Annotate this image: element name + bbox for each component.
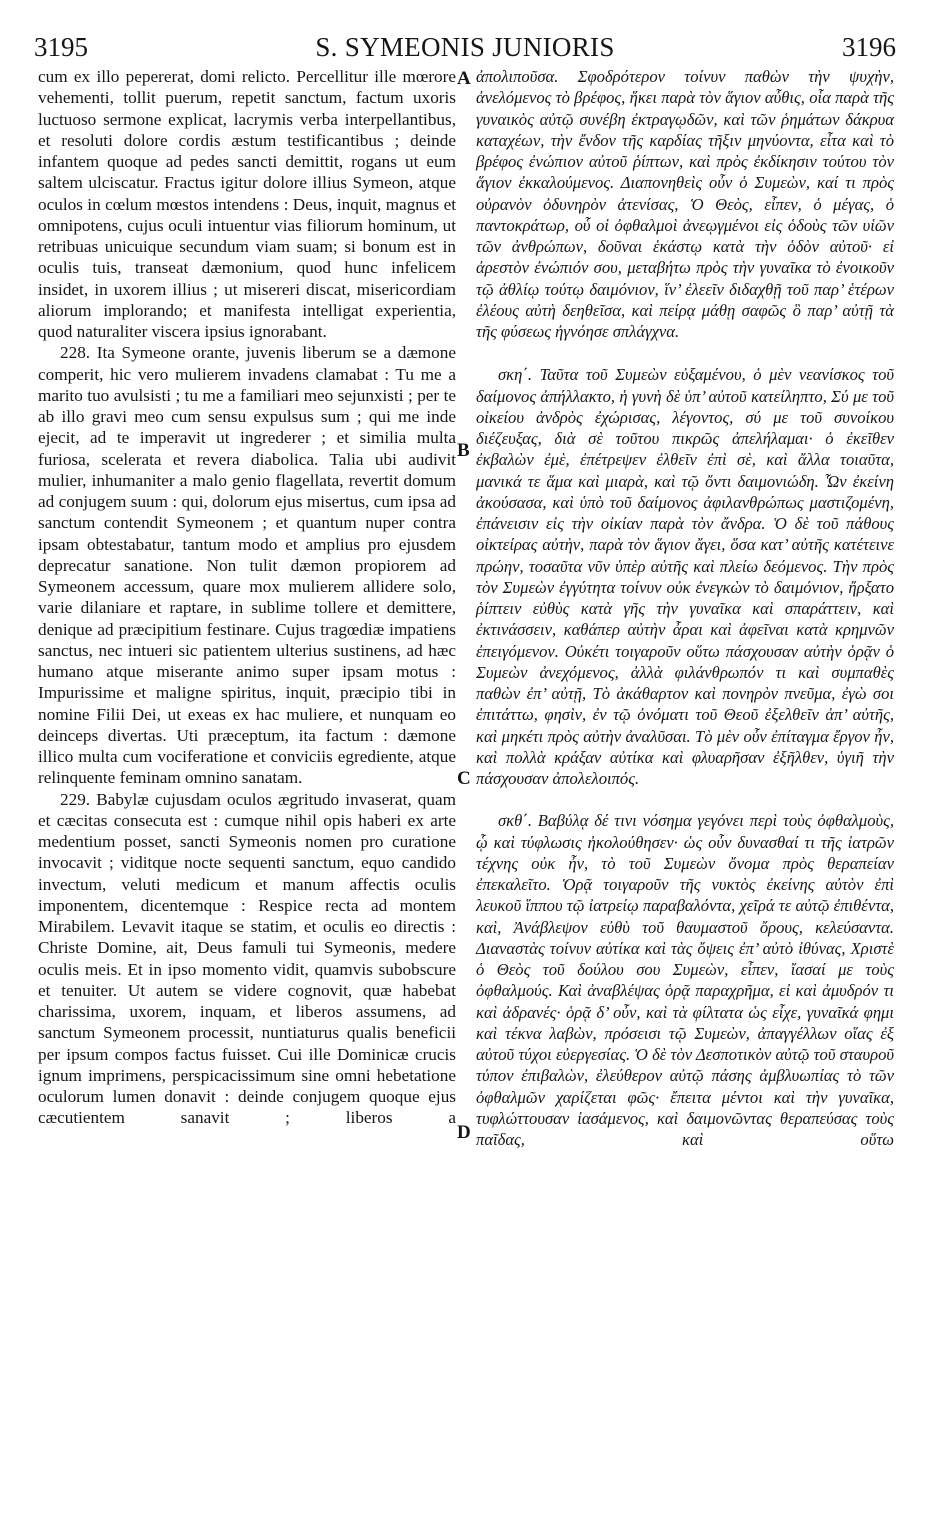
latin-column [38, 66, 456, 1129]
latin-paragraph-continuation: cum ex illo pepererat, domi relicto. Percellitur ille mœrore vehementi, tollit puerum, repetit sanctum, factum uxoris luctuoso sermone explicat, lacrymis verba interpellantibus, et resoluti dolore cordis æstum testificantibus ; deinde infantem quoque ad pedes sancti demittit, rogans ut eum saltem ulciscatur. Fractus igitur dolore illius Symeon, atque oculos in cœlum mœstos intendens : Deus, inquit, magnus et omnipotens, cujus oculi intuentur vias filiorum hominum, ut retribuas unicuique secundum viam suam; si bonum est in oculis tuis, transeat dæmonium, quod hunc infelicem insidet, in uxorem illius ; ut misereri discat, misericordiam aliorum implorando; et manifesta intelligat experientia, quod naturaliter viscera ipsius ignorabant. [38, 67, 456, 341]
greek-paragraph-229: σκθ΄. Βαβύλᾳ δέ τινι νόσημα γεγόνει περὶ τοὺς ὀφθαλμοὺς, ᾧ καὶ τύφλωσις ἠκολούθησεν· ὡς οὖν δυνασθαί τι τῆς ἰατρῶν τέχνης οὐκ ἦν, τὸ τοῦ Συμεὼν ὄνομα πρὸς θεραπείαν ἐπεκαλεῖτο. Ὁρᾷ τοιγαροῦν τῆς νυκτὸς ἐκείνης αὐτὸν ἐπὶ λευκοῦ ἵππου τῷ ἰατρείῳ παραβαλόντα, χεῖρά τε αὐτῷ ἐπιθέντα, καὶ, Ἀνάβλεψον εὐθὺ τοῦ θαυμαστοῦ ὄρους, κελεύσαντα. Διαναστὰς τοίνυν αὐτίκα καὶ τὰς ὄψεις ἐπ’ αὐτὸ ἰθύνας, Χριστὲ ὁ Θεὸς τοῦ δούλου σου Συμεὼν, εἶπεν, ἴασαί με τοὺς ὀφθαλμούς. Καὶ ἀναβλέψας ὁρᾷ παραχρῆμα, εἰ καὶ ἀμυδρόν τι καὶ ἀδρανές· ὁρᾷ δ’ οὖν, καὶ τὰ φίλτατα ὡς εἶχε, γυναῖκά φημι καὶ τέκνα λαβὼν, πρόσεισι τῷ Συμεὼν, ἀπαγγέλλων οἵας ἐξ αὐτοῦ τύχοι εὐεργεσίας. Ὁ δὲ τὸν Δεσποτικὸν αὐτῷ τοῦ σταυροῦ τύπον ἐπιβαλὼν, ἐλεύθερον αὐτῷ πάσης ἀμβλυωπίας τὸ τῶν ὀφθαλμῶν χαρίζεται φῶς· ἔπειτα μέντοι καὶ τὴν γυναῖκα, τυφλώττουσαν ἰασάμενος, καὶ δαιμονῶντας θεραπεύσας τοὺς παῖδας, καὶ οὕτω [476, 811, 894, 1149]
greek-paragraph-continuation: ἀπολιποῦσα. Σφοδρότερον τοίνυν παθὼν τὴν ψυχὴν, ἀνελόμενος τὸ βρέφος, ἥκει παρὰ τὸν ἅγιον αὖθις, οἷα παρὰ τῆς γυναικὸς αὐτῷ συνέβη ἐκτραγῳδῶν, καὶ τῶν ῥημάτων δάκρυα καταχέων, τὴν ἔνδον τῆς καρδίας τῆξιν μηνύοντα, εἶτα καὶ τὸ βρέφος ἐνώπιον αὐτοῦ ῥίπτων, καὶ πρὸς ἐκδίκησιν τούτου τὸν ἅγιον ἐκκαλούμενος. Διαπονηθεὶς οὖν ὁ Συμεὼν, καί τι πρὸς οὐρανὸν ὀδυνηρὸν ἀτενίσας, Ὁ Θεὸς, εἶπεν, ὁ μέγας, ὁ παντοκράτωρ, οὗ οἱ ὀφθαλμοὶ ἀνεῳγμένοι εἰς ὁδοὺς τῶν υἱῶν τῶν ἀνθρώπων, δοῦναι ἑκάστῳ κατὰ τὴν ὁδὸν αὐτοῦ· εἰ ἀρεστὸν ἐνώπιόν σου, μεταβήτω πρὸς τὴν γυναῖκα τὸ ἐνοικοῦν τῷ ἀθλίῳ τούτῳ δαιμόνιον, ἵν’ ἐλεεῖν διδαχθῇ τοῦ παρ’ ἑτέρων ἐλέους αὐτὴ δεηθεῖσα, καὶ πείρᾳ μάθῃ σαφῶς ὃ παρ’ αὐτῇ τὰ τῆς φύσεως ἠγνόησε σπλάγχνα. [476, 67, 894, 341]
greek-paragraph-228: σκη΄. Ταῦτα τοῦ Συμεὼν εὐξαμένου, ὁ μὲν νεανίσκος τοῦ δαίμονος ἀπήλλακτο, ἡ γυνὴ δὲ ὑπ’ αὐτοῦ κατείληπτο, Σύ με τοῦ οἰκείου ἀνδρὸς ἐχώρισας, λέγοντος, σύ με τοῦ συνοίκου διέζευξας, διὰ σὲ τοῦτου πικρῶς ἀπελήλαμαι· ὁ ἐκεῖθεν ἐκβαλὼν ἐμὲ, ἐπέτρεψεν ἐλθεῖν ἐπὶ σὲ, καὶ ἄλλα τοιαῦτα, μανικά τε ἅμα καὶ μιαρὰ, καὶ τῷ ὄντι δαιμονιώδη. Ὧν ἐκείνη ἀκούσασα, καὶ ὑπὸ τοῦ δαίμονος ἀφιλανθρώπως μαστιζομένη, ἐπάνεισιν εἰς τὴν οἰκίαν παρὰ τὸν ἄνδρα. Ὁ δὲ τοῦ πάθους οἰκτείρας αὐτὴν, παρὰ τὸν ἅγιον ἄγει, ὅσα κατ’ αὐτῆς κατέτεινε πρώην, τοσαῦτα νῦν ὑπὲρ αὐτῆς καὶ πλείω δεόμενος. Τὴν πρὸς τὸν Συμεὼν ἐγγύτητα τοίνυν οὐκ ἐνεγκὼν τὸ δαιμόνιον, ἤρξατο ῥίπτειν εὐθὺς κατὰ γῆς τὴν γυναῖκα καὶ σπαράττειν, καὶ ἐκτινάσσειν, καθάπερ αὐτὴν ἆραι καὶ ἀφεῖναι κατὰ κρημνῶν ἐπειγόμενον. Οὐκέτι τοιγαροῦν οὕτω πάσχουσαν αὐτὴν ὁρᾷν ὁ Συμεὼν ἀνεχόμενος, ἀλλὰ φιλάνθρωπόν τι καὶ συμπαθὲς παθὼν ἐπ’ αὐτῇ, Τὸ ἀκάθαρτον καὶ πονηρὸν πνεῦμα, ἐγὼ σοι ἐπιτάττω, φησὶν, ἐν τῷ ὀνόματι τοῦ Θεοῦ ἐξελθεῖν ἀπ’ αὐτῆς, καὶ μηκέτι πρὸς αὐτὴν ἀναλῦσαι. Τὸ μὲν οὖν ἐπίταγμα ἔργον ἦν, καὶ πολλὰ κράξαν αὐτίκα καὶ φλυαρῆσαν ἐξῆλθεν, ὑγιῆ τὴν πάσχουσαν ἀπολελοιπός. [476, 365, 894, 788]
running-title: S. SYMEONIS JUNIORIS [315, 32, 615, 62]
margin-letter-d: D [457, 1122, 471, 1143]
margin-letter-a: A [457, 68, 471, 89]
latin-paragraph-228: 228. Ita Symeone orante, juvenis liberum se a dæmone comperit, hic vero mulierem invadens clamabat : Tu me a marito tuo avulsisti ; tu me a familiari meo sejunxisti ; per te ab illo gravi meo cum sensu expulsus sum ; qui me inde ejecit, ad te imperavit ut ingrederer ; et similia multa furiosa, scelerata et revera diabolica. Talia ubi audivit mulier, inhumaniter a malo genio flagellata, revertit domum ad conjugem suum : qui, dolorum ejus misertus, cum ipsa ad sanctum contendit Symeonem ; et quantum nuper contra ipsam obtestabatur, tantum modo et amplius pro ejusdem deprecatur sanatione. Non tulit dæmon propiorem ad Symeonem accessum, quare mox mulierem allidere solo, varie dilaniare et raptare, in sublime tollere et demittere, denique ad præcipitium festinare. Cujus tragœdiæ impatiens sanctus, nec intueri sic patientem ulterius sustinens, ad hæc humano atque miserante animo super ipsam motus : Impurissime et maligne spiritus, inquit, præcipio tibi in nomine Filii Dei, ut exeas ex hac muliere, et nunquam eo deinceps divertas. Uti præceptum, ita factum : dæmone illico multa cum vociferatione et conviciis egrediente, atque relinquente feminam omnino sanatam. [38, 343, 456, 788]
greek-column [476, 66, 894, 1150]
running-header [34, 32, 896, 64]
margin-letter-c: C [457, 768, 471, 789]
latin-paragraph-229: 229. Babylæ cujusdam oculos ægritudo invaserat, quam et cæcitas consecuta est : cumque nihil opis haberi ex arte medentium posset, sancti Symeonis nomen pro curatione invocavit ; viditque nocte sequenti sanctum, equo candido invectum, veluti medicum et manum affectis oculis imponentem, dicentemque : Respice recta ad montem Mirabilem. Levavit itaque se statim, et oculis eo directis : Christe Domine, ait, Deus famuli tui Symeonis, medere oculis meis. Et in ipso momento vidit, quamvis subobscure et tenuiter. Ut autem se videre cognovit, quæ habebat charissima, uxorem, inquam, et liberos assumens, ad sanctum Symeonem processit, nuntiaturus qualis beneficii per ipsum compos factus fuisset. Cui ille Dominicæ crucis ignum imprimens, perspicacissimum sine omni hebetatione oculorum lumen donavit : deinde conjugem quoque ejus cæcutientem sanavit ; liberos a [38, 789, 456, 1128]
paragraph-gap [476, 342, 894, 364]
margin-letter-b: B [457, 440, 470, 461]
page-number-left: 3195 [34, 32, 88, 62]
paragraph-gap [476, 789, 894, 810]
page-number-right: 3196 [842, 32, 896, 62]
